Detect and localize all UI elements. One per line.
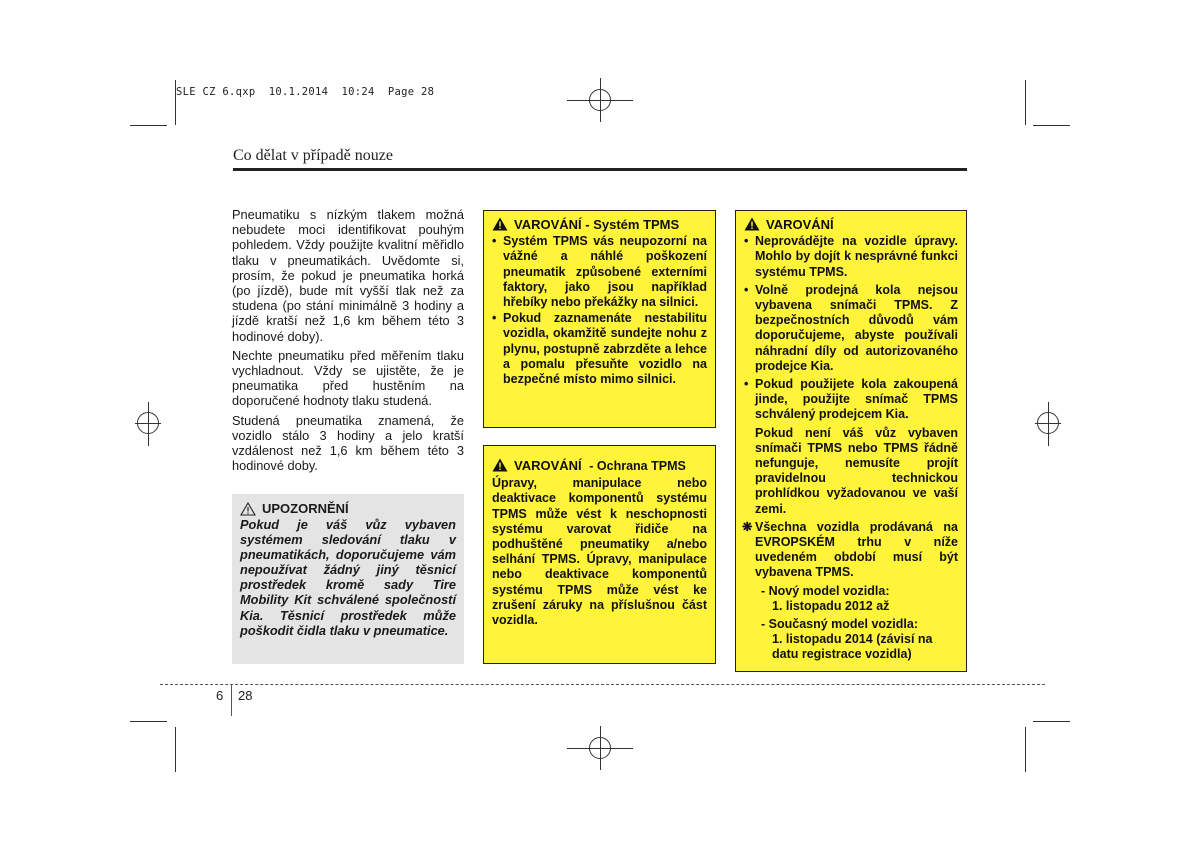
page-number-separator — [231, 684, 232, 716]
warning-triangle-icon — [492, 458, 508, 472]
warning-box-tpms-protection — [483, 445, 716, 664]
caution-title: UPOZORNĚNÍ — [262, 501, 349, 516]
warning-title: VAROVÁNÍ — [766, 217, 834, 232]
warning-list-item: • Systém TPMS vás neupozorní na vážné a náhlé poškození pneumatik způsobené externími faktory, jako jsou například hřebíky nebo překážky na silnici. — [492, 234, 707, 310]
warning-list-item: • Volně prodejná kola nejsou vybavena snímači TPMS. Z bezpečnostních důvodů vám doporučujeme, abyste používali náhradní díly od autorizovaného prodejce Kia. — [744, 282, 958, 373]
caution-text: Pokud je váš vůz vybaven systémem sledování tlaku v pneumatikách, doporučujeme vám nepoužívat žádný jiný těsnicí prostředek kromě sady Tire Mobility Kit schválené společností Kia. Těsnicí prostředek může poškodit čidla tlaku v pneumatice. — [240, 517, 456, 638]
title-rule — [233, 168, 967, 171]
warning-subtitle: - Ochrana TPMS — [589, 459, 686, 473]
warning-title: VAROVÁNÍ - Systém TPMS — [514, 217, 680, 232]
chapter-number: 6 — [216, 688, 224, 703]
warning-list-item: • Pokud použijete kola zakoupená jinde, použijte snímač TPMS schválený prodejcem Kia. — [744, 377, 958, 422]
warning-list-item: • Pokud zaznamenáte nestabilitu vozidla, okamžitě sundejte nohu z plynu, postupně zabrzděte a lehce a pomalu přesuňte vozidlo na bezpečné místo mimo silnici. — [492, 311, 707, 387]
warning-triangle-icon — [744, 217, 760, 231]
caution-triangle-icon — [240, 502, 256, 516]
print-slug: SLE CZ 6.qxp 10.1.2014 10:24 Page 28 — [176, 86, 435, 98]
warning-list — [492, 234, 707, 387]
warning-list — [744, 234, 958, 422]
warning-extra-text: Pokud není váš vůz vybaven snímači TPMS nebo TPMS řádně nefunguje, nemusíte projít pravidelnou technickou prohlídkou vyžadovanou ve vaší zemi. — [755, 425, 958, 516]
warning-list-item: • Neprovádějte na vozidle úpravy. Mohlo by dojít k nesprávné funkci systému TPMS. — [744, 234, 958, 279]
warning-title: VAROVÁNÍ — [514, 458, 582, 473]
section-title: Co dělat v případě nouze — [233, 147, 393, 164]
warning-box-modifications — [735, 210, 967, 672]
body-paragraph-1: Pneumatiku s nízkým tlakem možná nebudete moci identifikovat pouhým pohledem. Vždy použijte kvalitní měřidlo tlaku v pneumatikách. Uvědomte si, prosím, že pokud je pneumatika horká (po jízdě), bude mít vyšší tlak než za studena (po stání minimálně 3 hodiny a jízdě kratší než 1,6 km během této 3 hodinové doby). — [232, 207, 464, 344]
body-text — [232, 207, 464, 477]
warning-text: Úpravy, manipulace nebo deaktivace komponentů systému TPMS může vést k neschopnosti systému varovat řidiče na podhuštěné pneumatiky a/nebo selhání TPMS. Úpravy, manipulace nebo deaktivace komponentů systému TPMS může vést ke zrušení záruky na příslušnou část vozidla. — [492, 476, 707, 628]
warning-note: ❋ Všechna vozidla prodávaná na EVROPSKÉM trhu v níže uvedeném období musí být vybavena TPMS. — [742, 519, 958, 580]
note-symbol-icon: ❋ — [742, 519, 753, 534]
body-paragraph-2: Nechte pneumatiku před měřením tlaku vychladnout. Vždy se ujistěte, že je pneumatika před hustěním na doporučené hodnoty tlaku studená. — [232, 347, 464, 409]
warning-box-tpms-system — [483, 210, 716, 428]
caution-box — [232, 494, 464, 664]
date-item: - Nový model vozidla: 1. listopadu 2012 až — [761, 583, 890, 613]
body-paragraph-3: Studená pneumatika znamená, že vozidlo stálo 3 hodiny a jelo kratší vzdálenost než 1,6 km během této 3 hodinové doby. — [232, 412, 464, 474]
page-number: 28 — [238, 688, 253, 703]
warning-triangle-icon — [492, 217, 508, 231]
footer-rule — [160, 684, 1045, 685]
date-item: - Současný model vozidla: 1. listopadu 2014 (závisí na datu registrace vozidla) — [761, 617, 933, 662]
